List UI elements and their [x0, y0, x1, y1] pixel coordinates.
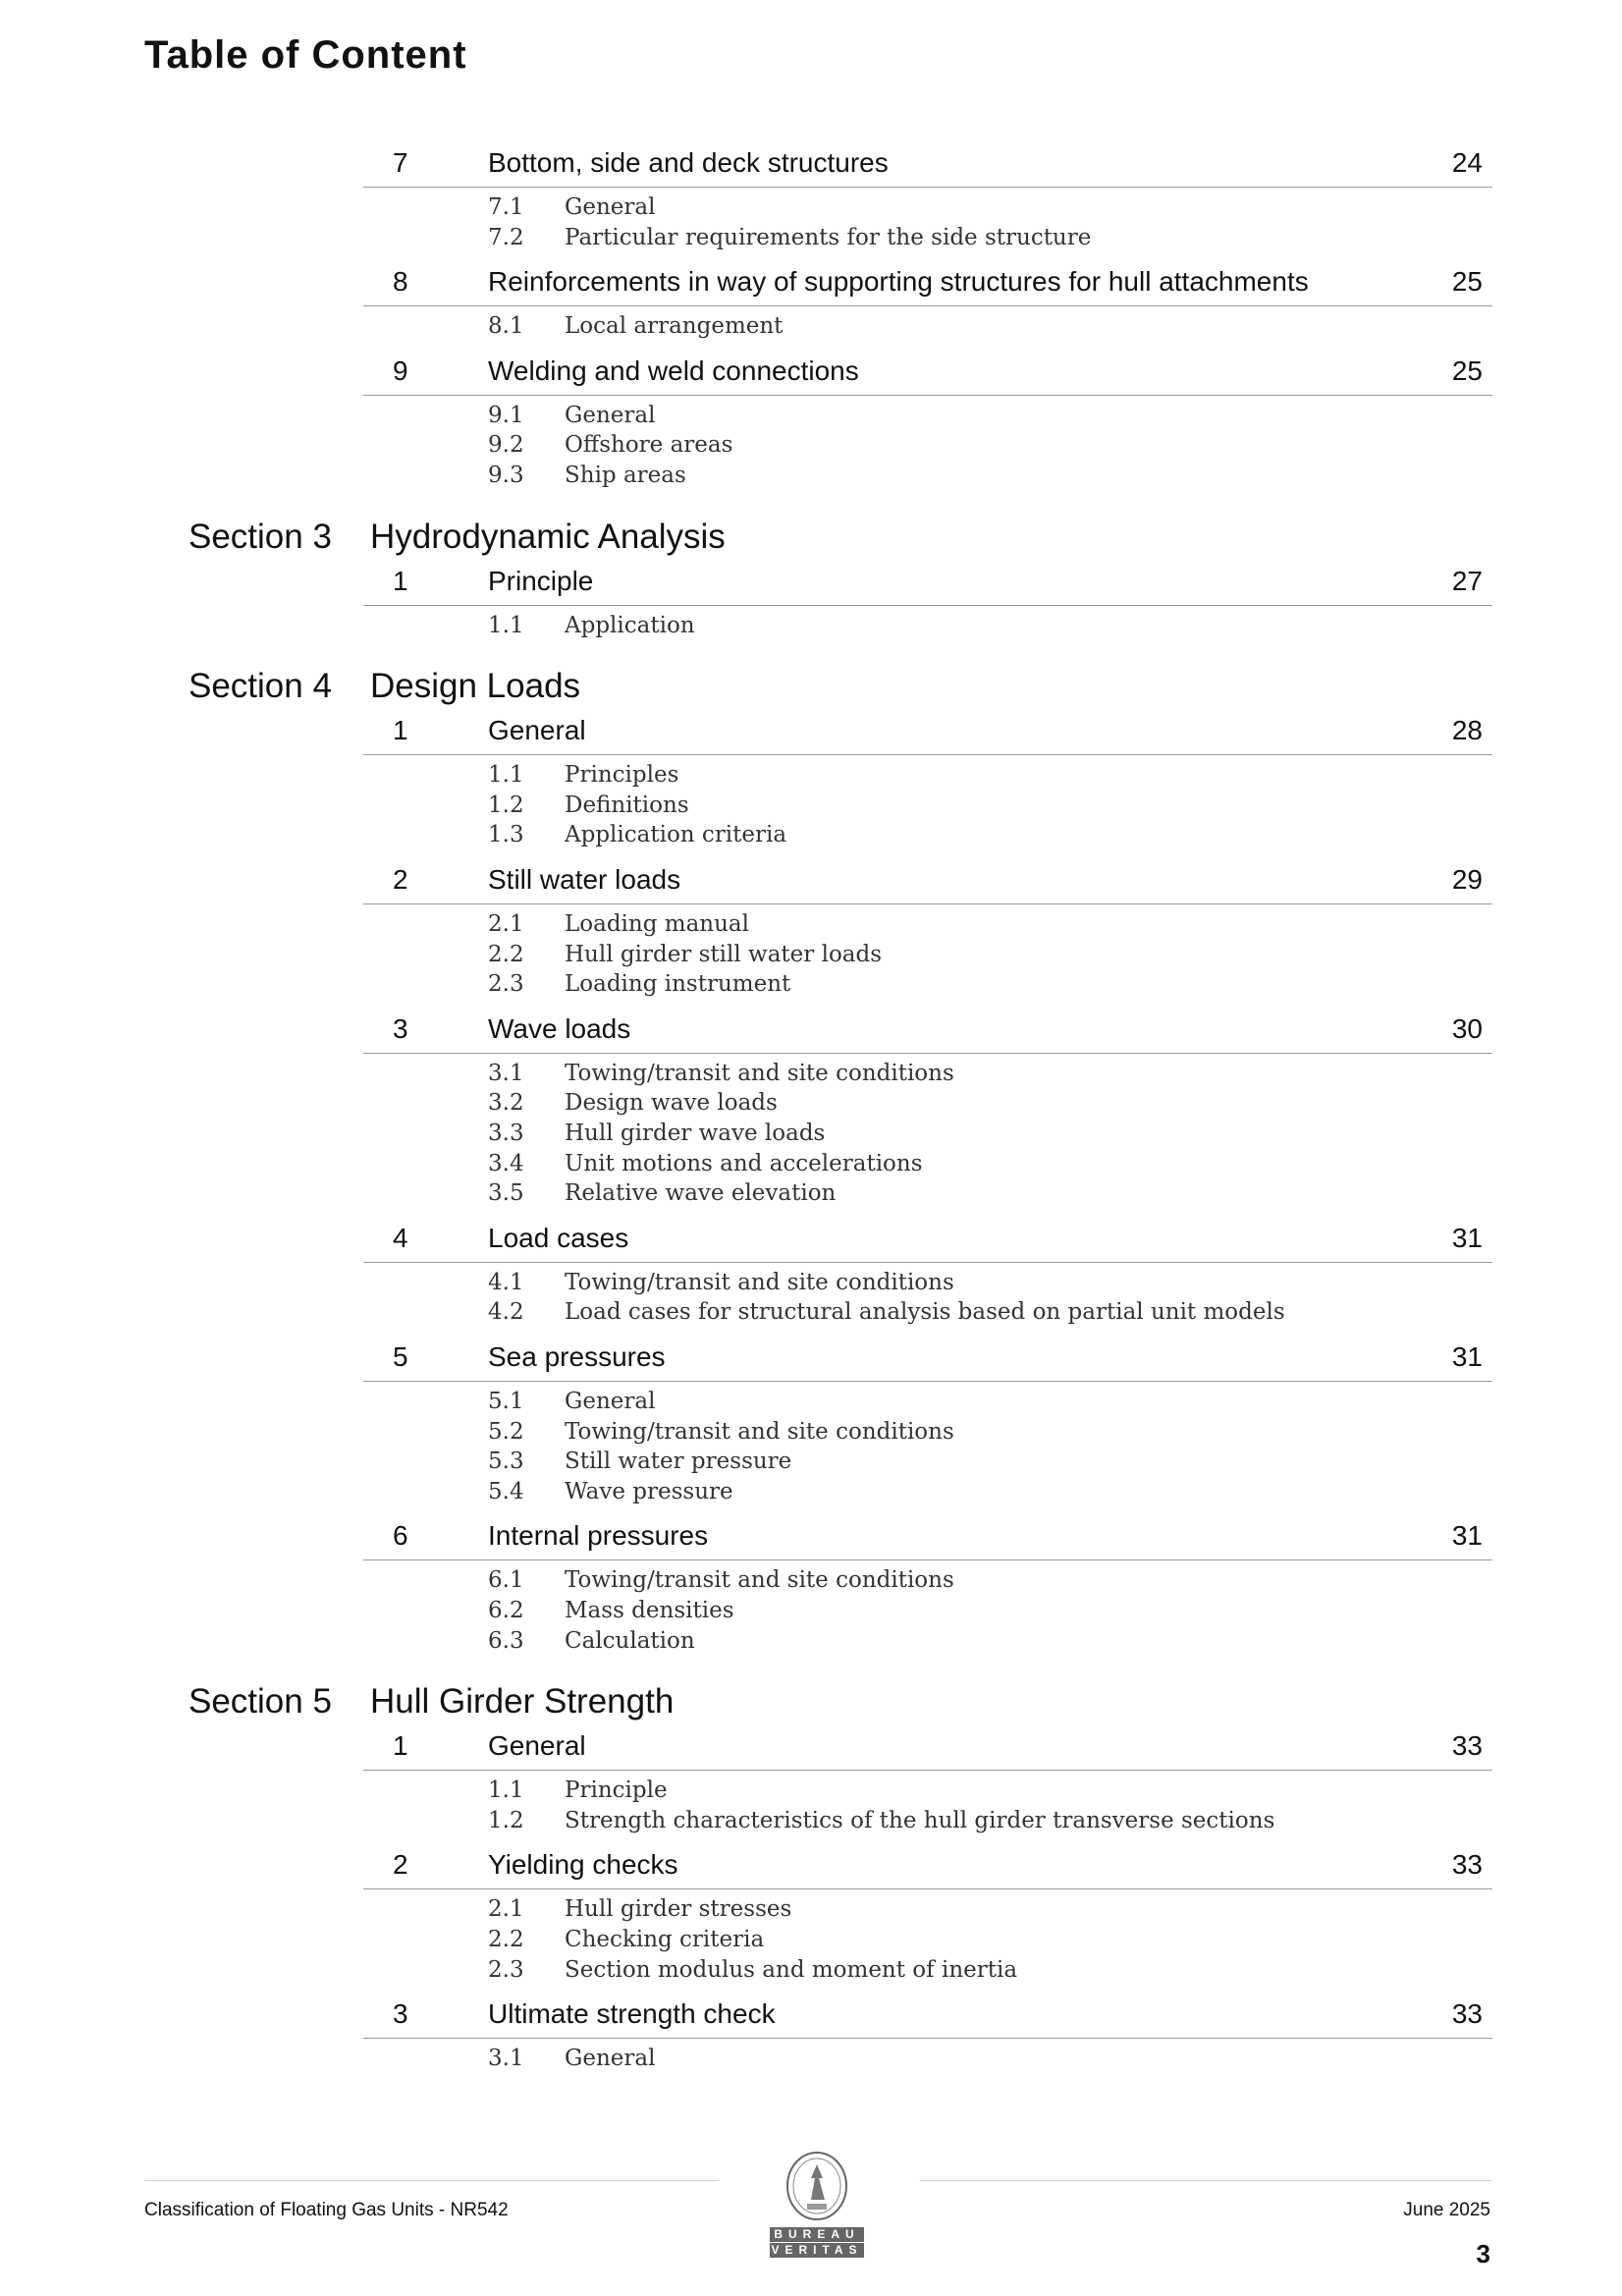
- article-rule: [363, 305, 1492, 306]
- subarticle-title: Load cases for structural analysis based on partial unit models: [565, 1299, 1285, 1326]
- subarticle-number: 1.3: [488, 822, 524, 848]
- subarticle-number: 1.1: [488, 762, 524, 789]
- article-number: 7: [393, 147, 408, 178]
- article-number: 3: [393, 1998, 408, 2030]
- article-page: 31: [1451, 1222, 1483, 1253]
- article-rule: [363, 754, 1492, 755]
- article-rule: [363, 1770, 1492, 1771]
- article-title: Sea pressures: [488, 1341, 666, 1372]
- article-title: Still water loads: [488, 864, 681, 895]
- subarticle-title: Towing/transit and site conditions: [565, 1269, 954, 1295]
- subarticle-number: 3.2: [488, 1090, 524, 1117]
- subarticle-title: Towing/transit and site conditions: [565, 1567, 954, 1594]
- subarticle-number: 5.2: [488, 1418, 524, 1445]
- article-page: 28: [1451, 715, 1483, 746]
- subarticle-title: Definitions: [565, 792, 689, 818]
- footer-rule-left: [144, 2180, 719, 2181]
- section-label: Section 3: [189, 517, 332, 556]
- article-page: 33: [1451, 1730, 1483, 1762]
- subarticle-title: Particular requirements for the side structure: [565, 224, 1092, 250]
- article-title: Load cases: [488, 1222, 629, 1253]
- subarticle-title: Application: [565, 612, 695, 638]
- article-rule: [363, 605, 1492, 606]
- subarticle-number: 8.1: [488, 313, 524, 340]
- subarticle-title: Local arrangement: [565, 313, 784, 340]
- article-page: 30: [1451, 1012, 1483, 1044]
- subarticle-title: Application criteria: [565, 822, 787, 848]
- subarticle-title: Still water pressure: [565, 1449, 792, 1475]
- subarticle-number: 1.2: [488, 792, 524, 818]
- subarticle-title: Principle: [565, 1777, 668, 1804]
- section-label: Section 5: [189, 1682, 332, 1722]
- article-rule: [363, 2038, 1492, 2039]
- subarticle-number: 9.2: [488, 432, 524, 459]
- subarticle-title: Towing/transit and site conditions: [565, 1060, 954, 1086]
- bureau-veritas-seal-icon: [768, 2149, 866, 2221]
- subarticle-title: Wave pressure: [565, 1478, 733, 1504]
- article-rule: [363, 395, 1492, 396]
- subarticle-number: 6.3: [488, 1627, 524, 1654]
- subarticle-number: 9.3: [488, 463, 524, 488]
- footer-document-title: Classification of Floating Gas Units - NR542: [144, 2200, 509, 2220]
- subarticle-number: 2.3: [488, 1956, 524, 1983]
- subarticle-title: Mass densities: [565, 1598, 734, 1623]
- subarticle-number: 9.1: [488, 402, 524, 428]
- article-page: 29: [1451, 864, 1483, 895]
- article-title: Welding and weld connections: [488, 355, 859, 386]
- subarticle-title: General: [565, 194, 656, 220]
- page-number: 3: [1476, 2239, 1490, 2269]
- subarticle-title: General: [565, 402, 656, 428]
- subarticle-number: 4.2: [488, 1299, 524, 1326]
- article-rule: [363, 1888, 1492, 1889]
- subarticle-number: 2.3: [488, 971, 524, 998]
- article-title: General: [488, 715, 586, 746]
- subarticle-number: 7.1: [488, 194, 524, 220]
- subarticle-number: 2.1: [488, 911, 524, 937]
- subarticle-number: 5.4: [488, 1478, 524, 1504]
- subarticle-number: 7.2: [488, 224, 524, 250]
- subarticle-number: 3.1: [488, 2046, 524, 2072]
- article-rule: [363, 1559, 1492, 1560]
- article-title: Principle: [488, 565, 594, 596]
- subarticle-number: 5.3: [488, 1449, 524, 1475]
- subarticle-title: Ship areas: [565, 463, 686, 488]
- subarticle-title: Calculation: [565, 1627, 695, 1654]
- subarticle-title: Loading manual: [565, 911, 749, 937]
- subarticle-title: Hull girder wave loads: [565, 1121, 826, 1146]
- subarticle-title: Relative wave elevation: [565, 1180, 837, 1207]
- subarticle-number: 3.3: [488, 1121, 524, 1146]
- article-rule: [363, 1053, 1492, 1054]
- article-title: Wave loads: [488, 1012, 631, 1044]
- section-title: Hull Girder Strength: [370, 1682, 675, 1722]
- subarticle-title: Principles: [565, 762, 679, 789]
- article-number: 5: [393, 1341, 408, 1372]
- subarticle-title: Loading instrument: [565, 971, 791, 998]
- article-number: 2: [393, 1849, 408, 1881]
- article-page: 25: [1451, 355, 1483, 386]
- logo-word-bottom: VERITAS: [771, 2243, 863, 2257]
- section-title: Hydrodynamic Analysis: [370, 517, 726, 556]
- subarticle-title: Hull girder still water loads: [565, 941, 883, 967]
- article-number: 3: [393, 1012, 408, 1044]
- article-page: 27: [1451, 565, 1483, 596]
- article-page: 25: [1451, 266, 1483, 298]
- subarticle-title: Strength characteristics of the hull girder transverse sections: [565, 1807, 1275, 1833]
- subarticle-number: 1.1: [488, 612, 524, 638]
- subarticle-number: 3.4: [488, 1150, 524, 1176]
- article-title: Yielding checks: [488, 1849, 678, 1881]
- footer-rule-right: [920, 2180, 1492, 2181]
- article-title: General: [488, 1730, 586, 1762]
- section-label: Section 4: [189, 667, 332, 706]
- article-page: 31: [1451, 1341, 1483, 1372]
- article-number: 1: [393, 1730, 408, 1762]
- subarticle-number: 4.1: [488, 1269, 524, 1295]
- subarticle-number: 5.1: [488, 1389, 524, 1414]
- subarticle-title: Towing/transit and site conditions: [565, 1418, 954, 1445]
- subarticle-title: Checking criteria: [565, 1927, 765, 1952]
- article-number: 9: [393, 355, 408, 386]
- article-title: Internal pressures: [488, 1520, 709, 1552]
- subarticle-number: 2.1: [488, 1896, 524, 1923]
- article-rule: [363, 1381, 1492, 1382]
- subarticle-number: 1.2: [488, 1807, 524, 1833]
- article-rule: [363, 187, 1492, 188]
- subarticle-number: 2.2: [488, 1927, 524, 1952]
- article-rule: [363, 1262, 1492, 1263]
- article-title: Ultimate strength check: [488, 1998, 776, 2030]
- article-number: 8: [393, 266, 408, 298]
- page-title: Table of Content: [144, 33, 467, 77]
- subarticle-title: Unit motions and accelerations: [565, 1150, 923, 1176]
- subarticle-number: 3.5: [488, 1180, 524, 1207]
- subarticle-number: 3.1: [488, 1060, 524, 1086]
- subarticle-number: 2.2: [488, 941, 524, 967]
- article-page: 33: [1451, 1849, 1483, 1881]
- section-title: Design Loads: [370, 667, 581, 706]
- subarticle-title: Offshore areas: [565, 432, 733, 459]
- subarticle-number: 6.1: [488, 1567, 524, 1594]
- article-title: Bottom, side and deck structures: [488, 147, 889, 178]
- footer-date: June 2025: [1403, 2200, 1490, 2220]
- article-number: 1: [393, 715, 408, 746]
- subarticle-title: Hull girder stresses: [565, 1896, 792, 1923]
- article-page: 33: [1451, 1998, 1483, 2030]
- article-number: 2: [393, 864, 408, 895]
- article-number: 4: [393, 1222, 408, 1253]
- article-rule: [363, 903, 1492, 904]
- subarticle-number: 1.1: [488, 1777, 524, 1804]
- bureau-veritas-logo: [768, 2149, 866, 2258]
- article-number: 1: [393, 565, 408, 596]
- subarticle-title: Section modulus and moment of inertia: [565, 1956, 1018, 1983]
- subarticle-title: Design wave loads: [565, 1090, 778, 1117]
- subarticle-title: General: [565, 1389, 656, 1414]
- subarticle-number: 6.2: [488, 1598, 524, 1623]
- logo-word-top: BUREAU: [770, 2227, 864, 2242]
- article-page: 31: [1451, 1520, 1483, 1552]
- article-number: 6: [393, 1520, 408, 1552]
- article-title: Reinforcements in way of supporting structures for hull attachments: [488, 266, 1309, 298]
- article-page: 24: [1451, 147, 1483, 178]
- subarticle-title: General: [565, 2046, 656, 2072]
